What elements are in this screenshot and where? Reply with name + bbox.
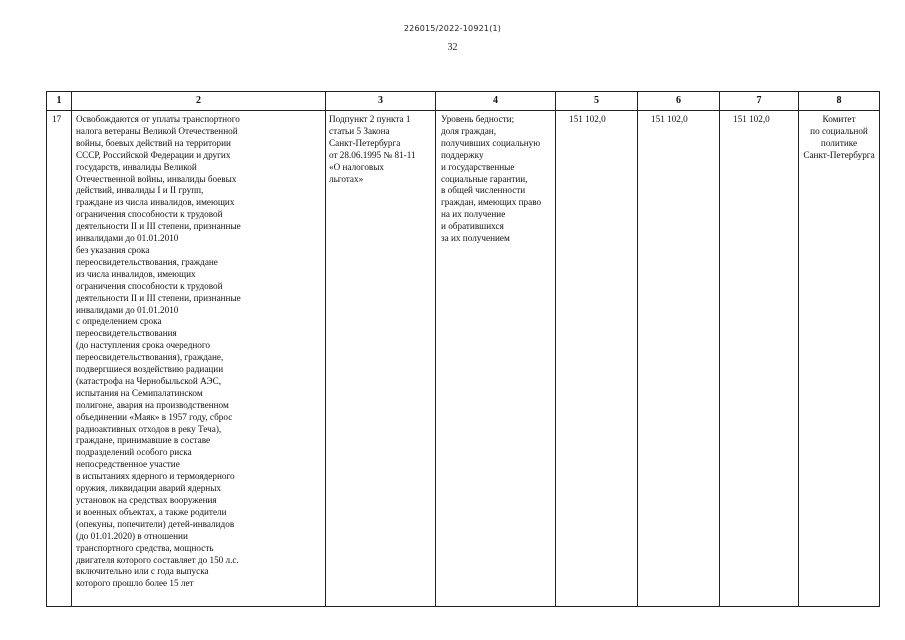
cell-text-line: граждане из числа инвалидов, имеющих bbox=[76, 197, 235, 208]
cell-text-line: от 28.06.1995 № 81-11 bbox=[329, 149, 416, 160]
table-header-row bbox=[47, 92, 879, 111]
cell-text-line: СССР, Российской Федерации и других bbox=[76, 149, 231, 160]
cell-text-line: установок на средствах вооружения bbox=[76, 495, 217, 505]
cell-text-line: Санкт-Петербурга bbox=[329, 137, 401, 148]
cell-text-line: оружия, ликвидации аварий ядерных bbox=[76, 483, 221, 494]
column-header-8: 8 bbox=[836, 95, 842, 106]
cell-text-line: ограничения способности к трудовой bbox=[76, 209, 223, 220]
document-number: 226015/2022-10921(1) bbox=[403, 24, 502, 33]
cell-text-line: подвергшиеся воздействию радиации bbox=[76, 364, 224, 375]
benefits-table bbox=[46, 91, 880, 607]
cell-text-line: государств, инвалиды Великой bbox=[76, 161, 197, 172]
cell-text-line: льготах» bbox=[329, 173, 364, 184]
cell-text-line: получивших социальную bbox=[441, 137, 541, 148]
cell-text-line: (до наступления срока очередного bbox=[76, 340, 211, 351]
exemption-description-cell bbox=[72, 111, 326, 607]
cell-text-line: непосредственное участие bbox=[76, 459, 180, 470]
cell-text-line: по социальной bbox=[810, 125, 868, 136]
cell-text-line: испытания на Семипалатинском bbox=[76, 387, 203, 398]
column-header-7: 7 bbox=[720, 92, 799, 110]
cell-text-line: социальные гарантии, bbox=[441, 173, 528, 184]
cell-text-line: налога ветераны Великой Отечественной bbox=[76, 125, 238, 136]
cell-text-line: Подпункт 2 пункта 1 bbox=[329, 114, 411, 124]
cell-text-line: Освобождаются от уплаты транспортного bbox=[76, 114, 240, 124]
page-number: 32 bbox=[447, 42, 458, 53]
cell-text-line: войны, боевых действий на территории bbox=[76, 137, 231, 148]
cell-text-line: граждан, имеющих право bbox=[441, 197, 542, 208]
column-header-6: 6 bbox=[638, 92, 720, 110]
cell-text-line: и обратившихся bbox=[441, 221, 504, 232]
cell-text-line: на их получение bbox=[441, 209, 506, 220]
cell-text-line: действий, инвалиды I и II групп, bbox=[76, 185, 204, 196]
cell-text-line: которого прошло более 15 лет bbox=[76, 578, 194, 589]
cell-text-line: в общей численности bbox=[441, 185, 526, 196]
cell-text-line: с определением срока bbox=[76, 316, 162, 327]
cell-text-line: Уровень бедности; bbox=[441, 114, 515, 124]
cell-text-line: деятельности II и III степени, признанные bbox=[76, 221, 241, 232]
cell-text-line: и государственные bbox=[441, 161, 515, 172]
cell-text-line: статьи 5 Закона bbox=[329, 125, 390, 136]
cell-text-line: полигоне, авария на производственном bbox=[76, 399, 229, 410]
cell-text-line: (опекуны, попечители) детей-инвалидов bbox=[76, 518, 235, 529]
cell-text-line: граждане, принимавшие в составе bbox=[76, 435, 211, 446]
cell-text-line: поддержку bbox=[441, 149, 484, 160]
cell-text-line: включительно или с года выпуска bbox=[76, 566, 209, 577]
cell-text-line: «О налоговых bbox=[329, 161, 385, 172]
column-header-4: 4 bbox=[436, 92, 556, 110]
cell-text-line: Санкт-Петербурга bbox=[803, 149, 875, 160]
cell-text-line: переосвидетельствования, граждане bbox=[76, 256, 218, 267]
cell-text-line: инвалидами до 01.01.2010 bbox=[76, 304, 179, 315]
responsible-authority-cell bbox=[799, 111, 879, 607]
cell-text-line: без указания срока bbox=[76, 244, 150, 255]
amount-cell-7: 151 102,0 bbox=[720, 111, 799, 607]
cell-text-line: за их получением bbox=[441, 233, 510, 244]
cell-text-line: транспортного средства, мощность bbox=[76, 542, 214, 553]
legal-basis-cell bbox=[326, 111, 436, 607]
column-header-2: 2 bbox=[72, 92, 326, 110]
cell-text-line: из числа инвалидов, имеющих bbox=[76, 268, 196, 279]
amount-cell-6: 151 102,0 bbox=[638, 111, 720, 607]
cell-text-line: доля граждан, bbox=[441, 125, 497, 136]
row-number-cell: 17 bbox=[47, 111, 72, 607]
cell-text-line: Комитет bbox=[822, 114, 856, 124]
cell-text-line: радиоактивных отходов в реку Теча), bbox=[76, 423, 222, 434]
indicator-cell bbox=[436, 111, 556, 607]
cell-text-line: и военных объектах, а также родители bbox=[76, 506, 227, 517]
cell-text-line: двигателя которого составляет до 150 л.с. bbox=[76, 554, 239, 565]
column-header-1: 1 bbox=[47, 92, 72, 110]
cell-text-line: (до 01.01.2020) в отношении bbox=[76, 530, 188, 541]
table-row bbox=[47, 111, 879, 607]
column-header-3: 3 bbox=[326, 92, 436, 110]
cell-text-line: ограничения способности к трудовой bbox=[76, 280, 223, 291]
cell-text-line: Отечественной войны, инвалиды боевых bbox=[76, 173, 237, 184]
cell-text-line: инвалидами до 01.01.2010 bbox=[76, 233, 179, 244]
cell-text-line: (катастрофа на Чернобыльской АЭС, bbox=[76, 375, 221, 386]
cell-text-line: деятельности II и III степени, признанные bbox=[76, 292, 241, 303]
cell-text-line: переосвидетельствования bbox=[76, 328, 177, 339]
cell-text-line: объединении «Маяк» в 1957 году, сброс bbox=[76, 411, 233, 422]
column-header-5: 5 bbox=[556, 92, 638, 110]
cell-text-line: в испытаниях ядерного и термоядерного bbox=[76, 471, 235, 482]
amount-cell-5: 151 102,0 bbox=[556, 111, 638, 607]
cell-text-line: подразделений особого риска bbox=[76, 447, 192, 458]
cell-text-line: политике bbox=[820, 137, 858, 148]
cell-text-line: переосвидетельствования), граждане, bbox=[76, 352, 224, 363]
